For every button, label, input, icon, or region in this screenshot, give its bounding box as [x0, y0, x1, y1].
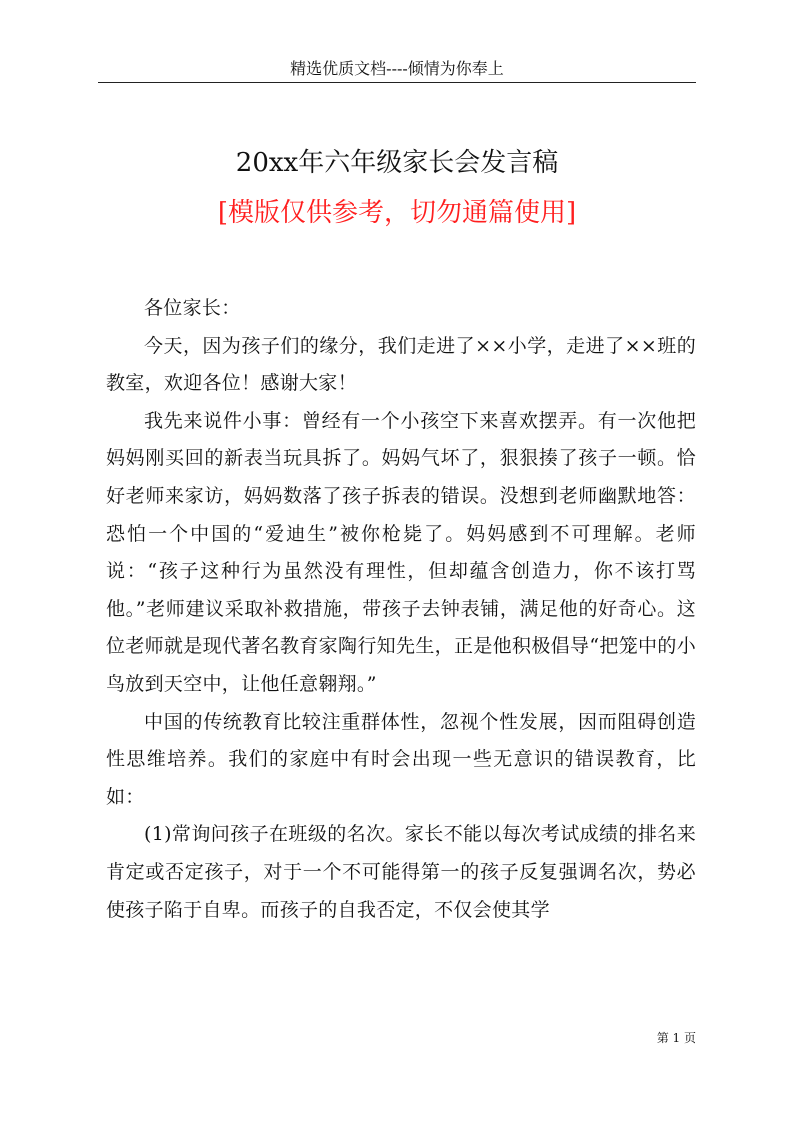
body-paragraph: 我先来说件小事：曾经有一个小孩空下来喜欢摆弄。有一次他把妈妈刚买回的新表当玩具拆了。妈妈气坏了，狠狠揍了孩子一顿。恰好老师来家访，妈妈数落了孩子拆表的错误。没想到老师幽默地答：恐怕一个中国的“爱迪生”被你枪毙了。妈妈感到不可理解。老师说：“孩子这种行为虽然没有理性，但却蕴含创造力，你不该打骂他。”老师建议采取补救措施，带孩子去钟表铺，满足他的好奇心。这位老师就是现代著名教育家陶行知先生，正是他积极倡导“把笼中的小鸟放到天空中，让他任意翱翔。” — [106, 409, 696, 695]
document-subtitle: [模版仅供参考，切勿通篇使用] — [217, 198, 577, 228]
body-paragraph: 今天，因为孩子们的缘分，我们走进了××小学，走进了××班的教室，欢迎各位！感谢大家！ — [106, 334, 696, 395]
page-header: 精选优质文档----倾情为你奉上 — [98, 58, 696, 83]
document-title: 20xx年六年级家长会发言稿 — [235, 148, 559, 178]
page-number: 第 1 页 — [656, 1031, 696, 1045]
body-paragraph: 中国的传统教育比较注重群体性，忽视个性发展，因而阻碍创造性思维培养。我们的家庭中有时会出现一些无意识的错误教育，比如： — [106, 710, 696, 808]
salutation: 各位家长： — [144, 297, 241, 319]
body-paragraph: (1)常询问孩子在班级的名次。家长不能以每次考试成绩的排名来肯定或否定孩子，对于一个不可能得第一的孩子反复强调名次，势必使孩子陷于自卑。而孩子的自我否定，不仅会使其学 — [106, 823, 696, 921]
document-body — [106, 290, 696, 929]
